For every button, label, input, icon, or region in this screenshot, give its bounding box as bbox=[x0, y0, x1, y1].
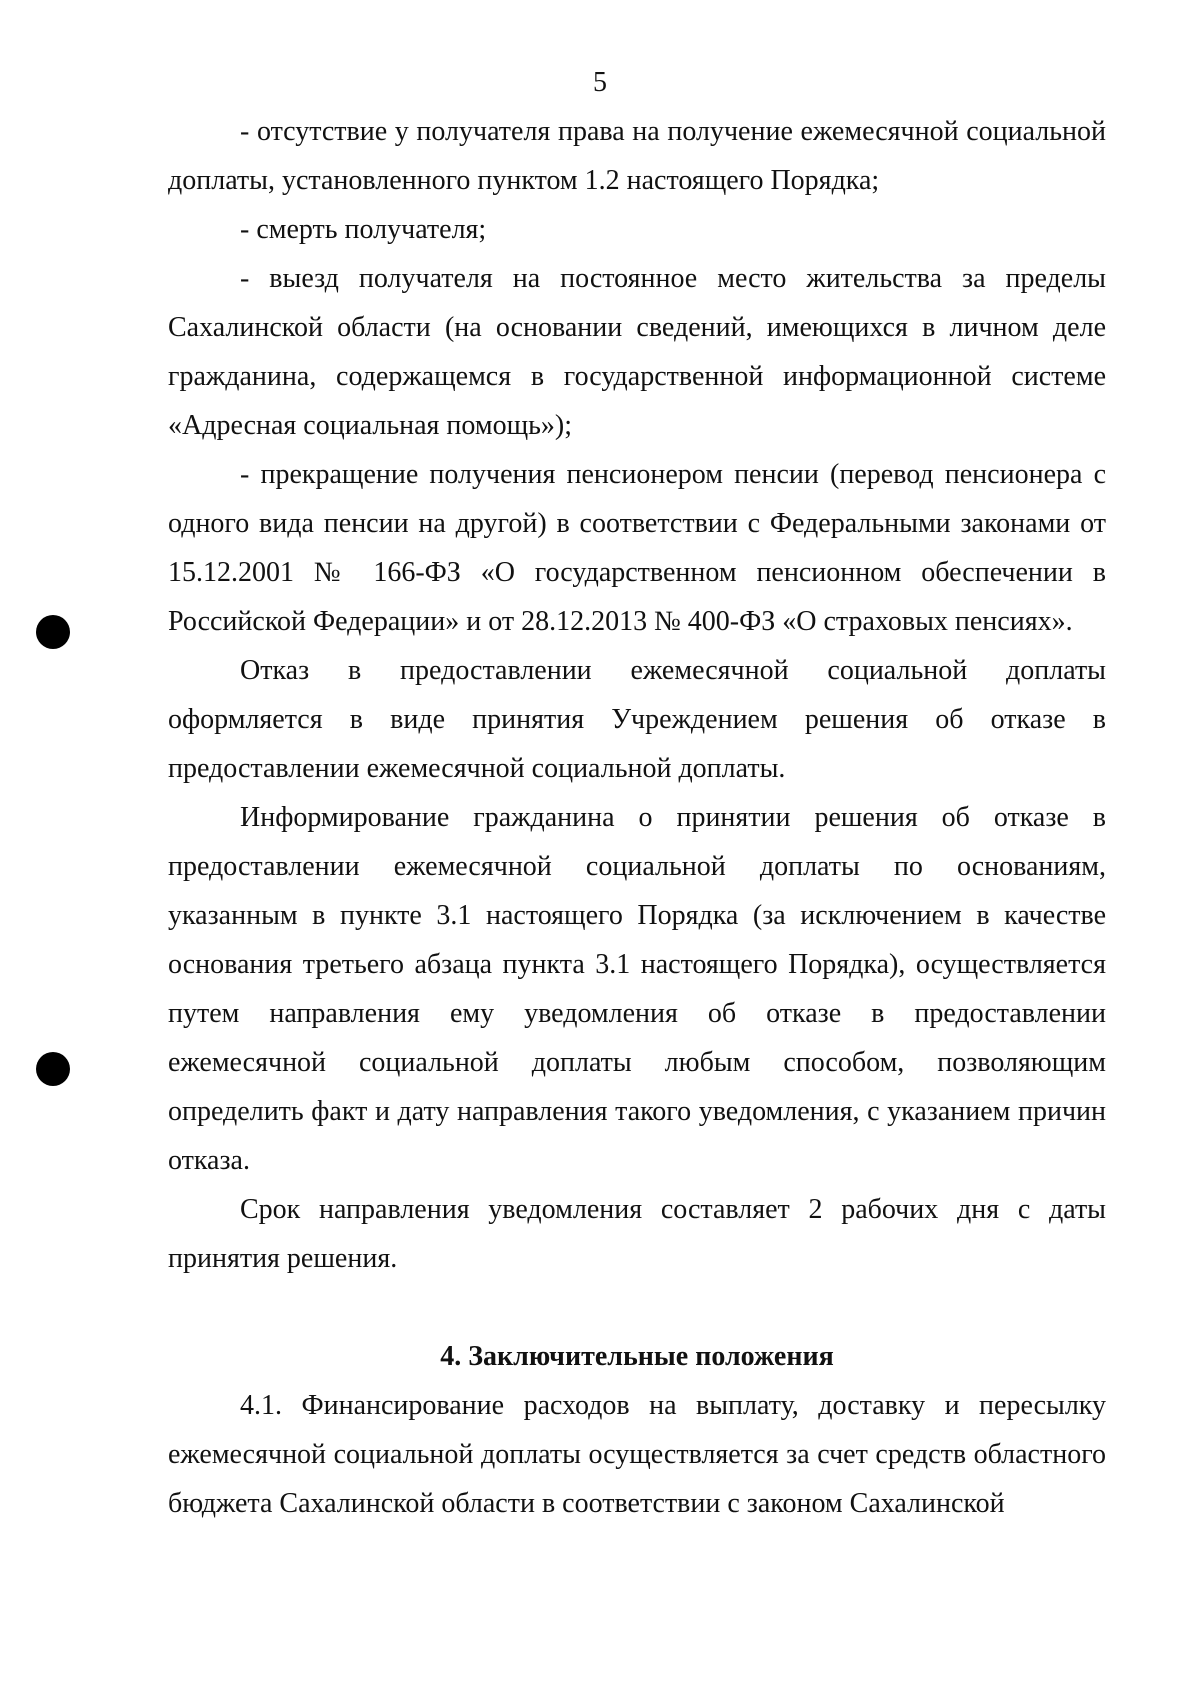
paragraph-death: - смерть получателя; bbox=[240, 214, 487, 245]
punch-hole-mark bbox=[36, 1052, 70, 1086]
document-body bbox=[168, 107, 1106, 1528]
paragraph-refusal: Отказ в предоставлении ежемесячной социальной доплаты оформляется в виде принятия Учреждением решения об отказе в предоставлении ежемесячной социальной доплаты. bbox=[168, 655, 1106, 784]
paragraph-financing: 4.1. Финансирование расходов на выплату, доставку и пересылку ежемесячной социальной доплаты осуществляется за счет средств областного бюджета Сахалинской области в соответствии с законом Сахалинской bbox=[168, 1390, 1106, 1519]
paragraph-relocation: - выезд получателя на постоянное место жительства за пределы Сахалинской области (на основании сведений, имеющихся в личном деле гражданина, содержащемся в государственной информационной системе «Адресная социальная помощь»); bbox=[168, 263, 1106, 441]
paragraph-no-right: - отсутствие у получателя права на получение ежемесячной социальной доплаты, установленного пунктом 1.2 настоящего Порядка; bbox=[168, 116, 1106, 196]
section-heading: 4. Заключительные положения bbox=[440, 1341, 834, 1372]
paragraph-notification-deadline: Срок направления уведомления составляет 2 рабочих дня с даты принятия решения. bbox=[168, 1194, 1106, 1274]
page-number: 5 bbox=[593, 67, 607, 98]
paragraph-notification: Информирование гражданина о принятии решения об отказе в предоставлении ежемесячной социальной доплаты по основаниям, указанным в пункте 3.1 настоящего Порядка (за исключением в качестве основания третьего абзаца пункта 3.1 настоящего Порядка), осуществляется путем направления ему уведомления об отказе в предоставлении ежемесячной социальной доплаты любым способом, позволяющим определить факт и дату направления такого уведомления, с указанием причин отказа. bbox=[168, 802, 1106, 1176]
paragraph-pension-termination: - прекращение получения пенсионером пенсии (перевод пенсионера с одного вида пенсии на другой) в соответствии с Федеральными законами от 15.12.2001 № 166-ФЗ «О государственном пенсионном обеспечении в Российской Федерации» и от 28.12.2013 № 400-ФЗ «О страховых пенсиях». bbox=[168, 459, 1106, 637]
punch-hole-mark bbox=[36, 615, 70, 649]
